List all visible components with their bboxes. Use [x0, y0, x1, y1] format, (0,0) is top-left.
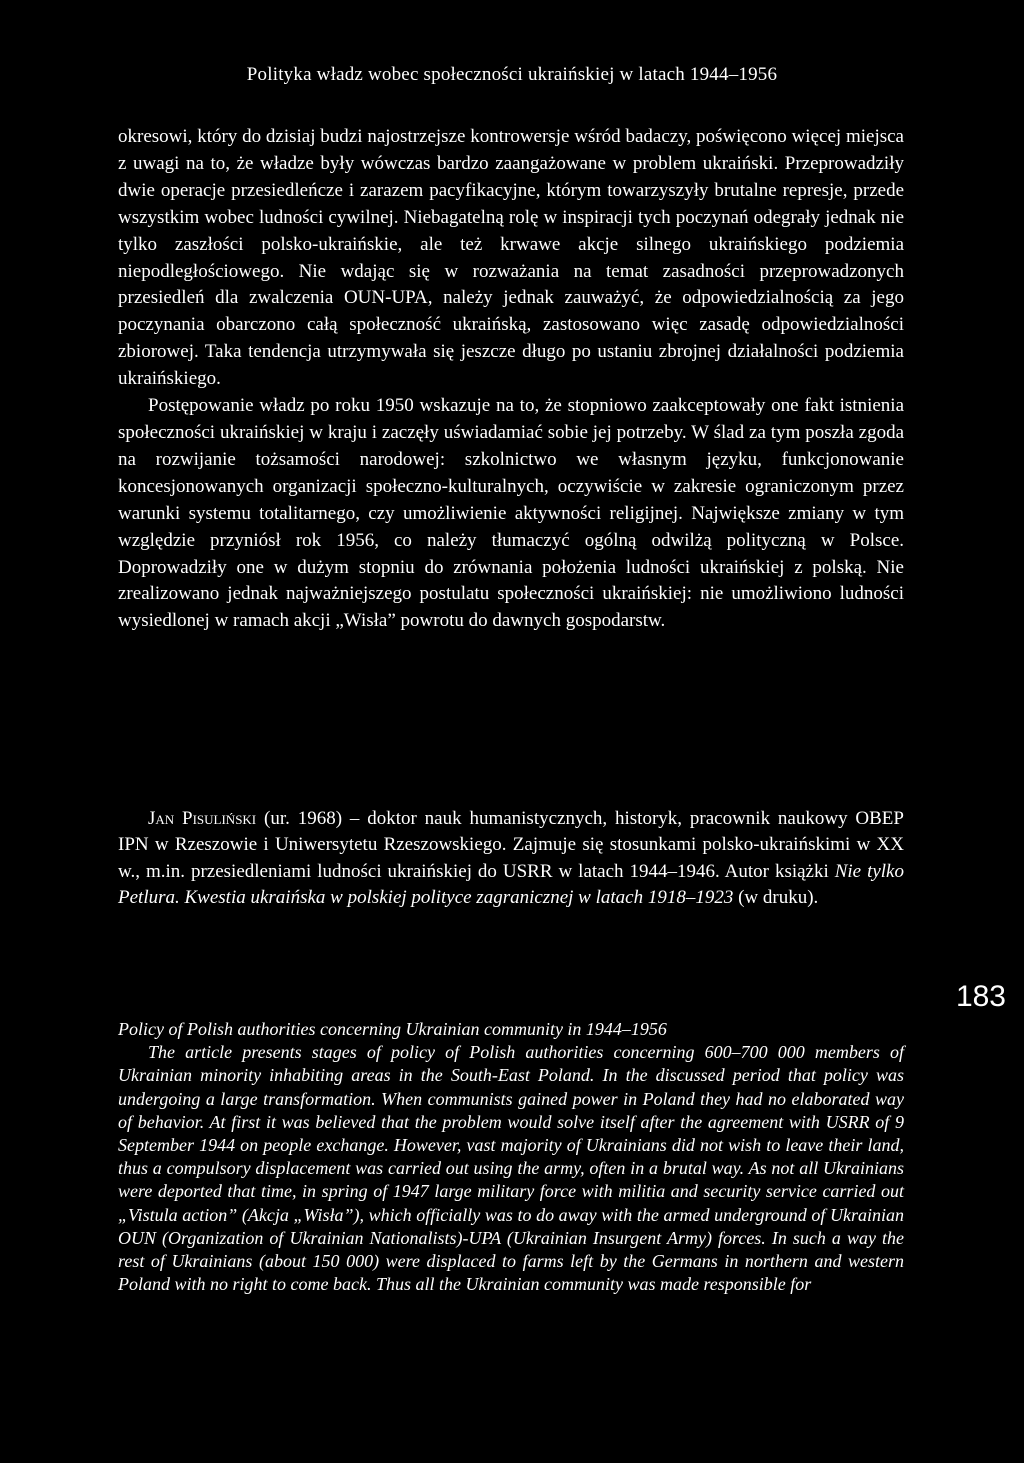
main-text [118, 124, 904, 635]
author-note-text-1: (ur. 1968) – doktor nauk humanistycznych, historyk, pracownik naukowy OBEP IPN w Rzeszowie i Uniwersytetu Rzeszowskiego. Zajmuje się stosunkami polsko-ukraińskimi w XX w., m.in. przesiedleniami ludności ukraińskiej do USRR w latach 1944–1946. Autor książki [118, 808, 904, 882]
paragraph-1: okresowi, który do dzisiaj budzi najostrzejsze kontrowersje wśród badaczy, poświęcono więcej miejsca z uwagi na to, że władze były wówczas bardzo zaangażowane w problem ukraiński. Przeprowadziły dwie operacje przesiedleńcze i zarazem pacyfikacyjne, którym towarzyszyły brutalne represje, przede wszystkim wobec ludności cywilnej. Niebagatelną rolę w inspiracji tych poczynań odegrały jednak nie tylko zaszłości polsko-ukraińskie, ale też krwawe akcje silnego ukraińskiego podziemia niepodległościowego. Nie wdając się w rozważania na temat zasadności przeprowadzonych przesiedleń dla zwalczenia OUN-UPA, należy jednak zauważyć, że odpowiedzialnością za jego poczynania obarczono całą społeczność ukraińską, zastosowano więc zasadę odpowiedzialności zbiorowej. Taka tendencja utrzymywała się jeszcze długo po ustaniu zbrojnej działalności podziemia ukraińskiego. [118, 126, 904, 390]
page-number: 183 [955, 980, 1006, 1013]
summary-body: The article presents stages of policy of Polish authorities concerning 600–700 000 members of Ukrainian minority inhabiting areas in the South-East Poland. In the discussed period that policy was undergoing a large transformation. When communists gained power in Poland they had no elaborated way of behavior. At first it was believed that the problem would solve itself after the agreement with USRR of 9 September 1944 on people exchange. However, vast majority of Ukrainians did not wish to leave their land, thus a compulsory displacement was carried out using the army, often in a brutal way. As not all Ukrainians were deported that time, in spring of 1947 large military force with militia and security service carried out „Vistula action” (Akcja „Wisła”), which officially was to do away with the armed underground of Ukrainian OUN (Organization of Ukrainian Nationalists)-UPA (Ukrainian Insurgent Army) forces. In such a way the rest of Ukrainians (about 150 000) were displaced to farms left by the Germans in northern and western Poland with no right to come back. Thus all the Ukrainian community was made responsible for [118, 1042, 904, 1295]
author-note-text-2: (w druku). [733, 886, 819, 908]
running-header: Polityka władz wobec społeczności ukraińskiej w latach 1944–1956 [246, 64, 778, 85]
author-name: Jan Pisuliński [148, 808, 257, 829]
summary-title: Policy of Polish authorities concerning Ukrainian community in 1944–1956 [118, 1019, 667, 1039]
paragraph-2: Postępowanie władz po roku 1950 wskazuje na to, że stopniowo zaakceptowały one fakt istnienia społeczności ukraińskiej w kraju i zaczęły uświadamiać sobie jej potrzeby. W ślad za tym poszła zgoda na rozwijanie tożsamości narodowej: szkolnictwo we własnym języku, funkcjonowanie koncesjonowanych organizacji społeczno-kulturalnych, oczywiście w zakresie ograniczonym przez warunki systemu totalitarnego, czy umożliwienie aktywności religijnej. Największe zmiany w tym względzie przyniósł rok 1956, co należy tłumaczyć ogólną odwilżą polityczną w Polsce. Doprowadziły one w dużym stopniu do zrównania położenia ludności ukraińskiej z polską. Nie zrealizowano jednak najważniejszego postulatu społeczności ukraińskiej: nie umożliwiono ludności wysiedlonej w ramach akcji „Wisła” powrotu do dawnych gospodarstw. [118, 395, 904, 632]
author-note [118, 806, 904, 911]
author-book-title: Nie tylko Petlura. Kwestia ukraińska w polskiej polityce zagranicznej w latach 1918–1923 [118, 860, 904, 908]
author-note-paragraph [118, 806, 904, 911]
english-summary [118, 1018, 904, 1296]
